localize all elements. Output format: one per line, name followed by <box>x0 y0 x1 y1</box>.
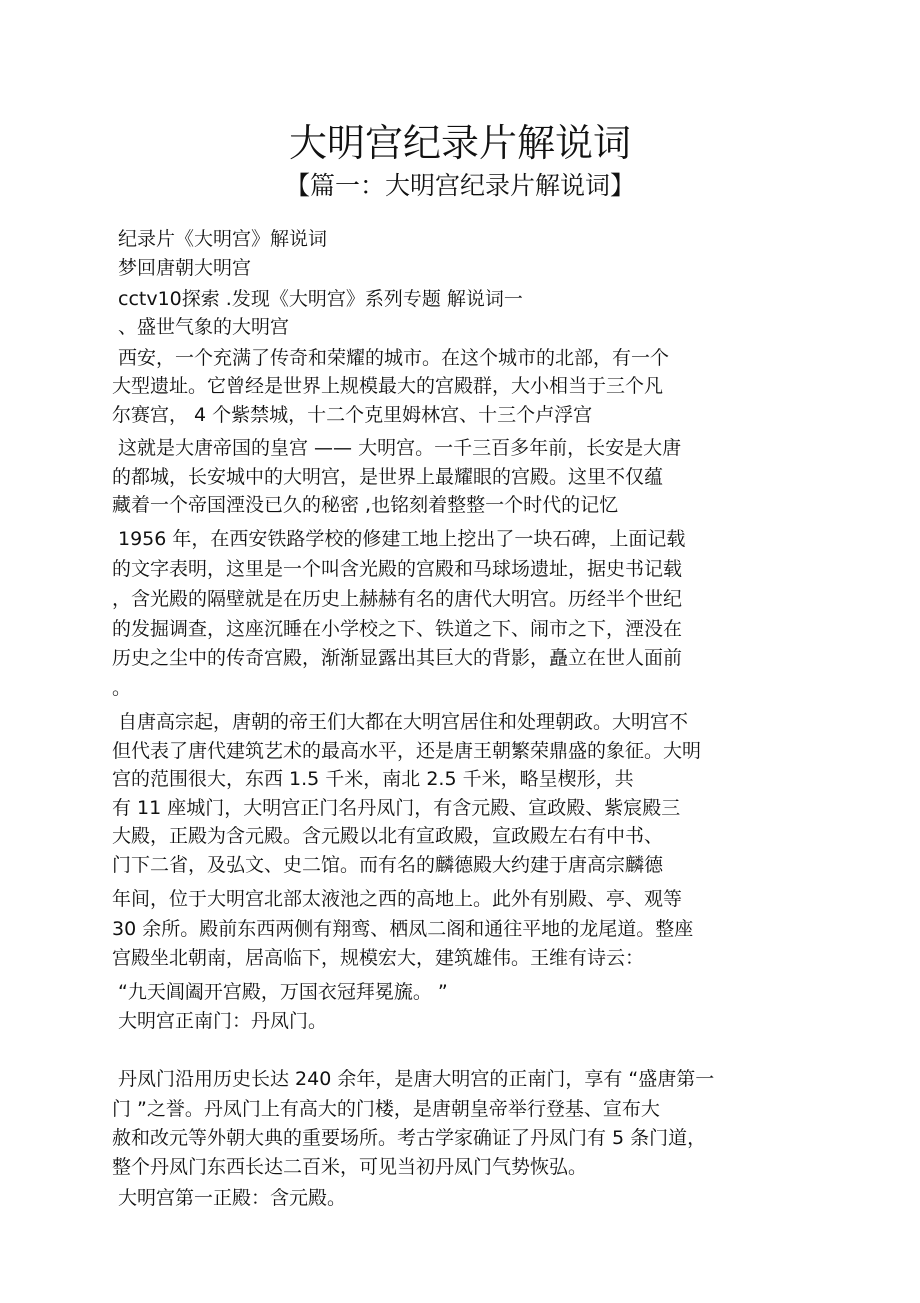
paragraph-line: 藏着一个帝国湮没已久的秘密 ,也铭刻着整整一个时代的记忆 <box>112 494 619 516</box>
paragraph-line: 自唐高宗起，唐朝的帝王们大都在大明宫居住和处理朝政。大明宫不 <box>118 711 689 733</box>
paragraph-line: 这就是大唐帝国的皇宫 —— 大明宫。一千三百多年前，长安是大唐 <box>118 437 682 459</box>
document-subtitle: 【篇一：大明宫纪录片解说词】 <box>284 171 635 200</box>
paragraph-line: 30 余所。殿前东西两侧有翔鸾、栖凤二阁和通往平地的龙尾道。整座 <box>112 918 694 940</box>
paragraph-line: 但代表了唐代建筑艺术的最高水平，还是唐王朝繁荣鼎盛的象征。大明 <box>112 740 702 762</box>
paragraph-line: 。 <box>112 677 132 699</box>
paragraph-line: 宫的范围很大，东西 1.5 千米，南北 2.5 千米，略呈楔形，共 <box>112 768 634 790</box>
paragraph-line: 宫殿坐北朝南，居高临下，规模宏大，建筑雄伟。王维有诗云： <box>112 947 645 969</box>
paragraph-line: 大殿，正殿为含元殿。含元殿以北有宣政殿，宣政殿左右有中书、 <box>112 825 664 847</box>
paragraph-line: 西安，一个充满了传奇和荣耀的城市。在这个城市的北部，有一个 <box>118 347 670 369</box>
poem-quote: “九天阊阖开宫殿，万国衣冠拜冕旒。 ” <box>118 981 448 1003</box>
document-title: 大明宫纪录片解说词 <box>288 121 631 165</box>
intro-line: 梦回唐朝大明宫 <box>118 257 252 279</box>
paragraph-line: 尔赛宫， 4 个紫禁城，十二个克里姆林宫、十三个卢浮宫 <box>112 404 593 426</box>
section-heading: 大明宫正南门：丹凤门。 <box>118 1010 328 1032</box>
paragraph-line: 的发掘调查，这座沉睡在小学校之下、铁道之下、闹市之下，湮没在 <box>112 618 683 640</box>
paragraph-line: 有 11 座城门，大明宫正门名丹凤门，有含元殿、宣政殿、紫宸殿三 <box>112 797 681 819</box>
intro-line: cctv10探索 .发现《大明宫》系列专题 解说词一 <box>118 288 523 310</box>
paragraph-line: 年间，位于大明宫北部太液池之西的高地上。此外有别殿、亭、观等 <box>112 888 683 910</box>
paragraph-line: ，含光殿的隔壁就是在历史上赫赫有名的唐代大明宫。历经半个世纪 <box>112 588 683 610</box>
paragraph-line: 历史之尘中的传奇宫殿，渐渐显露出其巨大的背影，矗立在世人面前 <box>112 647 683 669</box>
section-heading: 大明宫第一正殿：含元殿。 <box>118 1187 347 1209</box>
intro-line: 纪录片《大明宫》解说词 <box>118 228 328 250</box>
paragraph-line: 的文字表明，这里是一个叫含光殿的宫殿和马球场遗址，据史书记载 <box>112 558 683 580</box>
paragraph-line: 门下二省，及弘文、史二馆。而有名的麟德殿大约建于唐高宗麟德 <box>112 854 664 876</box>
paragraph-line: 丹凤门沿用历史长达 240 余年，是唐大明宫的正南门，享有 “盛唐第一 <box>118 1068 715 1090</box>
paragraph-line: 大型遗址。它曾经是世界上规模最大的宫殿群，大小相当于三个凡 <box>112 375 664 397</box>
paragraph-line: 1956 年，在西安铁路学校的修建工地上挖出了一块石碑，上面记载 <box>118 528 686 550</box>
paragraph-line: 的都城，长安城中的大明宫，是世界上最耀眼的宫殿。这里不仅蕴 <box>112 466 664 488</box>
section-heading: 、盛世气象的大明宫 <box>118 316 290 338</box>
paragraph-line: 赦和改元等外朝大典的重要场所。考古学家确证了丹凤门有 5 条门道， <box>112 1127 707 1149</box>
paragraph-line: 整个丹凤门东西长达二百米，可见当初丹凤门气势恢弘。 <box>112 1156 588 1178</box>
paragraph-line: 门 ”之誉。丹凤门上有高大的门楼，是唐朝皇帝举行登基、宣布大 <box>112 1098 660 1120</box>
